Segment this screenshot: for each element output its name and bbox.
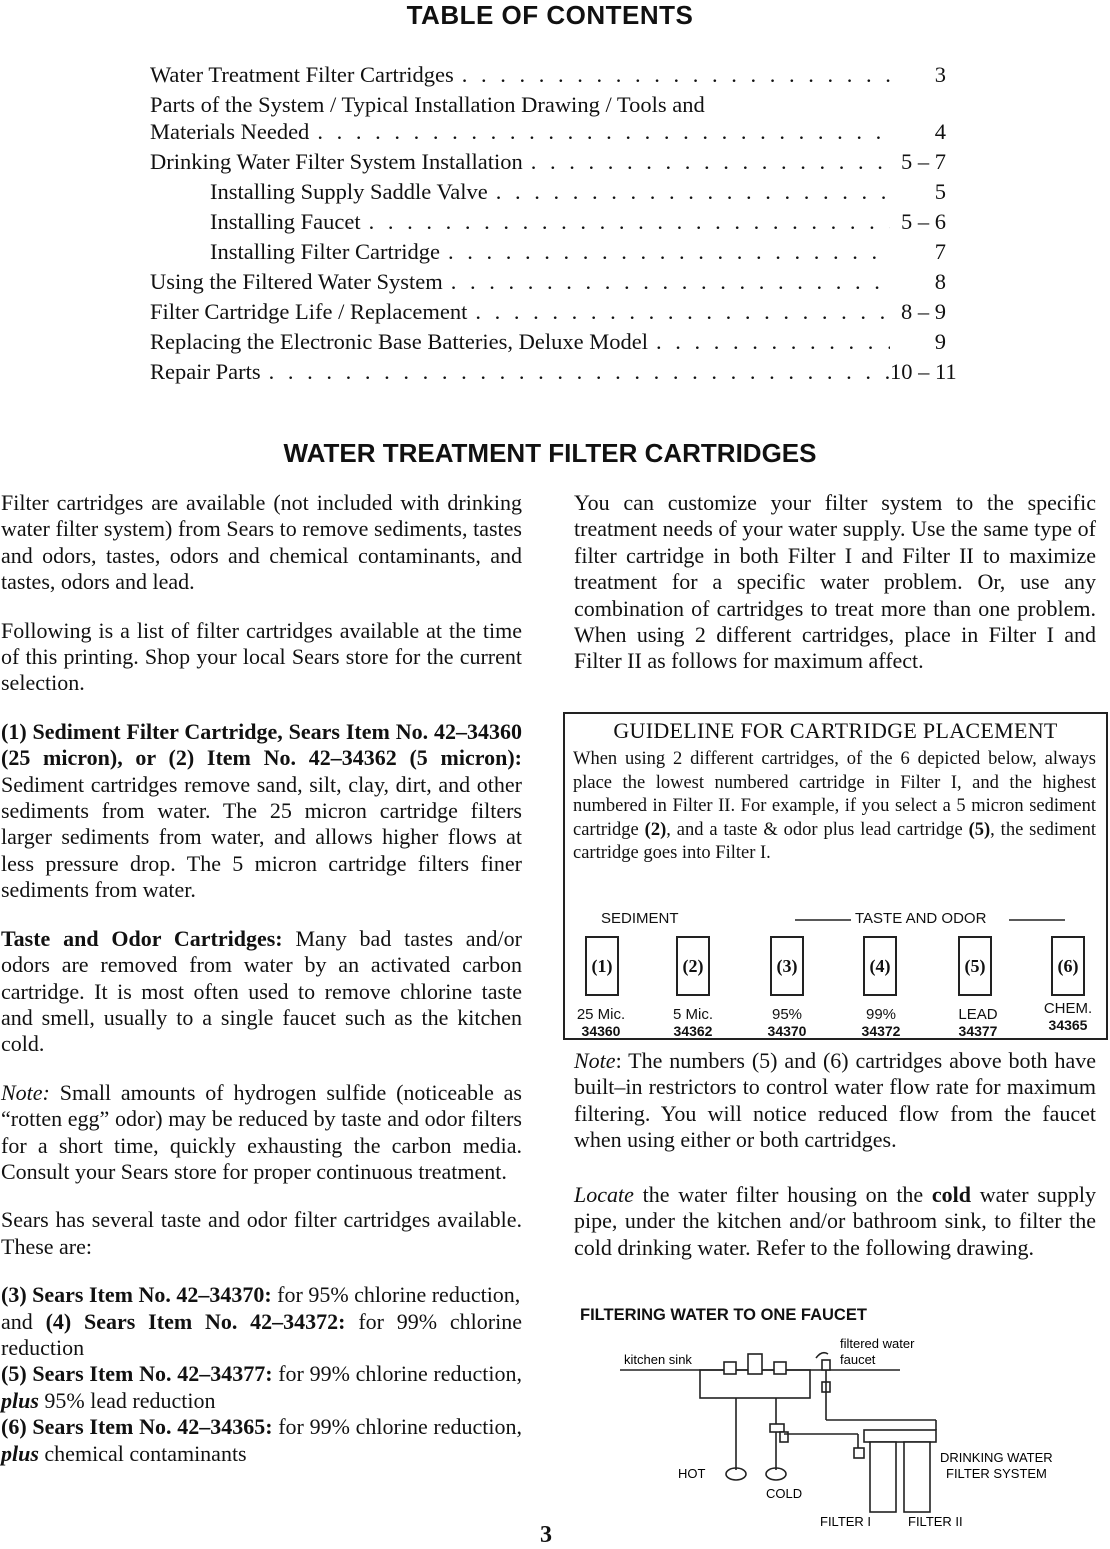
taste-odor-label: TASTE AND ODOR xyxy=(855,910,987,927)
faucet-label: faucet xyxy=(840,1352,876,1367)
sink-faucet xyxy=(748,1354,762,1374)
right-column xyxy=(574,490,1096,697)
customize-paragraph: You can customize your filter system to the specific treatment needs of your water supply. Use the same type of filter cartridge in both Filter I and Filter II to maximize treatment for a specific water problem. Or, use any combination of cartridges to treat more than one problem. When using 2 different cartridges, place in Filter I and Filter II as follows for maximum affect. xyxy=(574,490,1096,674)
filtered-faucet-icon xyxy=(822,1360,830,1370)
cartridge-6-label: CHEM. 34365 xyxy=(1043,1000,1093,1033)
locate-paragraph: Locate the water filter housing on the cold water supply pipe, under the kitchen and/or bathroom sink, to filter the cold drinking water. Refer to the following drawing. xyxy=(574,1182,1096,1260)
filter-1-housing xyxy=(870,1442,896,1512)
cartridge-4: (4) xyxy=(863,936,897,996)
item-4: and (4) Sears Item No. 42–34372: for 99% chlorine reduction xyxy=(1,1308,522,1360)
note-paragraph: Note: Small amounts of hydrogen sulfide (noticeable as “rotten egg” odor) may be reduced by taste and odor filters for a short time, quickly exhausting the carbon media. Consult your Sears store for proper continuous treatment. xyxy=(1,1079,522,1184)
item-5: (5) Sears Item No. 42–34377: for 99% chlorine reduction, plus 95% lead reduction xyxy=(1,1361,522,1413)
sink-handle-right xyxy=(774,1362,786,1374)
toc-entry: Materials Needed . . . 4 xyxy=(150,119,946,149)
toc-entry: Filter Cartridge Life / Replacement . . . 8 – 9 xyxy=(150,299,946,329)
saddle-valve xyxy=(770,1424,784,1432)
left-column xyxy=(1,490,522,1467)
toc-entry: Parts of the System / Typical Installation Drawing / Tools and xyxy=(150,92,705,117)
intro-paragraph: Filter cartridges are available (not included with drinking water filter system) from Sears to remove sediments, tastes and odors, tastes, odors and chemical contaminants, and tastes, odors and lead. xyxy=(1,490,522,595)
filtered-water-label: filtered water xyxy=(840,1336,915,1351)
guideline-text: When using 2 different cartridges, of the 6 depicted below, always place the lowest numbered cartridge in Filter I, and the highest numbered in Filter II. For example, if you select a 5 micron sediment cartridge (2), and a taste & odor plus lead cartridge (5), the sediment cartridge goes into Filter I. xyxy=(573,749,1096,863)
toc-entry: Using the Filtered Water System . . . 8 xyxy=(150,269,946,299)
toc-entry: Water Treatment Filter Cartridges . . . 3 xyxy=(150,62,946,92)
cartridge-4-label: 99% 34372 xyxy=(861,1006,901,1039)
toc-entry: Replacing the Electronic Base Batteries, Deluxe Model . . . 9 xyxy=(150,329,946,359)
item-6: (6) Sears Item No. 42–34365: for 99% chlorine reduction, plus chemical contaminants xyxy=(1,1414,522,1466)
cartridge-2: (2) xyxy=(676,936,710,996)
filter-installation-diagram xyxy=(600,1330,1070,1530)
toc-entry: Installing Filter Cartridge . . . 7 xyxy=(150,239,946,269)
item-3: (3) Sears Item No. 42–34370: for 95% chlorine reduction, xyxy=(1,1282,521,1308)
filter-1-label: FILTER I xyxy=(820,1514,872,1529)
guideline-title: GUIDELINE FOR CARTRIDGE PLACEMENT xyxy=(613,718,1058,743)
filter-2-label: FILTER II xyxy=(908,1514,963,1529)
cartridge-5-label: LEAD 34377 xyxy=(958,1006,998,1039)
table-of-contents xyxy=(150,62,957,389)
filter-2-housing xyxy=(904,1442,930,1512)
section-title: WATER TREATMENT FILTER CARTRIDGES xyxy=(283,438,817,468)
kitchen-sink-label: kitchen sink xyxy=(624,1352,692,1367)
cartridge-6: (6) xyxy=(1051,936,1085,996)
filter-system-label: FILTER SYSTEM xyxy=(946,1466,1047,1481)
sediment-label: SEDIMENT xyxy=(601,910,679,927)
list-intro-paragraph: Following is a list of filter cartridges available at the time of this printing. Shop your local Sears store for the current selection. xyxy=(1,617,522,696)
cartridge-3-label: 95% 34370 xyxy=(767,1006,807,1039)
restrictor-note: Note: The numbers (5) and (6) cartridges above both have built–in restrictors to control water flow rate for maximum filtering. You will notice reduced flow from the faucet when using either or both cartridges. xyxy=(574,1048,1096,1153)
cartridge-3: (3) xyxy=(770,936,804,996)
cartridge-1: (1) xyxy=(585,936,619,996)
cartridge-5: (5) xyxy=(958,936,992,996)
page-number: 3 xyxy=(540,1522,552,1548)
sediment-paragraph: (1) Sediment Filter Cartridge, Sears Item No. 42–34360 (25 micron), or (2) Item No. 42–34362 (5 micron): Sediment cartridges remove sand, silt, clay, dirt, and other sediments from water. The 25 micron cartridge filters larger sediments from water, and allows higher flows at less pressure drop. The 5 micron cartridge filters finer sediments from water. xyxy=(1,718,522,903)
filter-inlet xyxy=(854,1448,864,1458)
toc-entry: Installing Faucet . . . 5 – 6 xyxy=(150,209,946,239)
cold-label: COLD xyxy=(766,1486,803,1501)
diagram-title: FILTERING WATER TO ONE FAUCET xyxy=(580,1306,867,1324)
filtered-faucet-spout xyxy=(816,1353,828,1358)
taste-odor-paragraph: Taste and Odor Cartridges: Many bad tastes and/or odors are removed from water by an activated carbon cartridge. It is most often used to remove chlorine taste and smell, usually to a single faucet such as the kitchen cold. xyxy=(1,925,522,1057)
hot-label: HOT xyxy=(678,1466,706,1481)
drinking-water-label: DRINKING WATER xyxy=(940,1450,1053,1465)
cartridge-2-label: 5 Mic. 34362 xyxy=(672,1006,713,1039)
cartridge-1-label: 25 Mic. 34360 xyxy=(576,1006,626,1039)
cartridges-available-paragraph: Sears has several taste and odor filter cartridges available. These are: xyxy=(1,1207,522,1259)
filter-head xyxy=(864,1430,936,1442)
guideline-box xyxy=(563,712,1108,1040)
toc-entry: Installing Supply Saddle Valve . . . 5 xyxy=(150,179,946,209)
toc-heading: TABLE OF CONTENTS xyxy=(406,0,694,30)
sink-handle-left xyxy=(724,1362,736,1374)
toc-entry: Drinking Water Filter System Installation . . . 5 – 7 xyxy=(150,149,946,179)
toc-entry: Repair Parts . . . 10 – 11 xyxy=(150,359,946,389)
